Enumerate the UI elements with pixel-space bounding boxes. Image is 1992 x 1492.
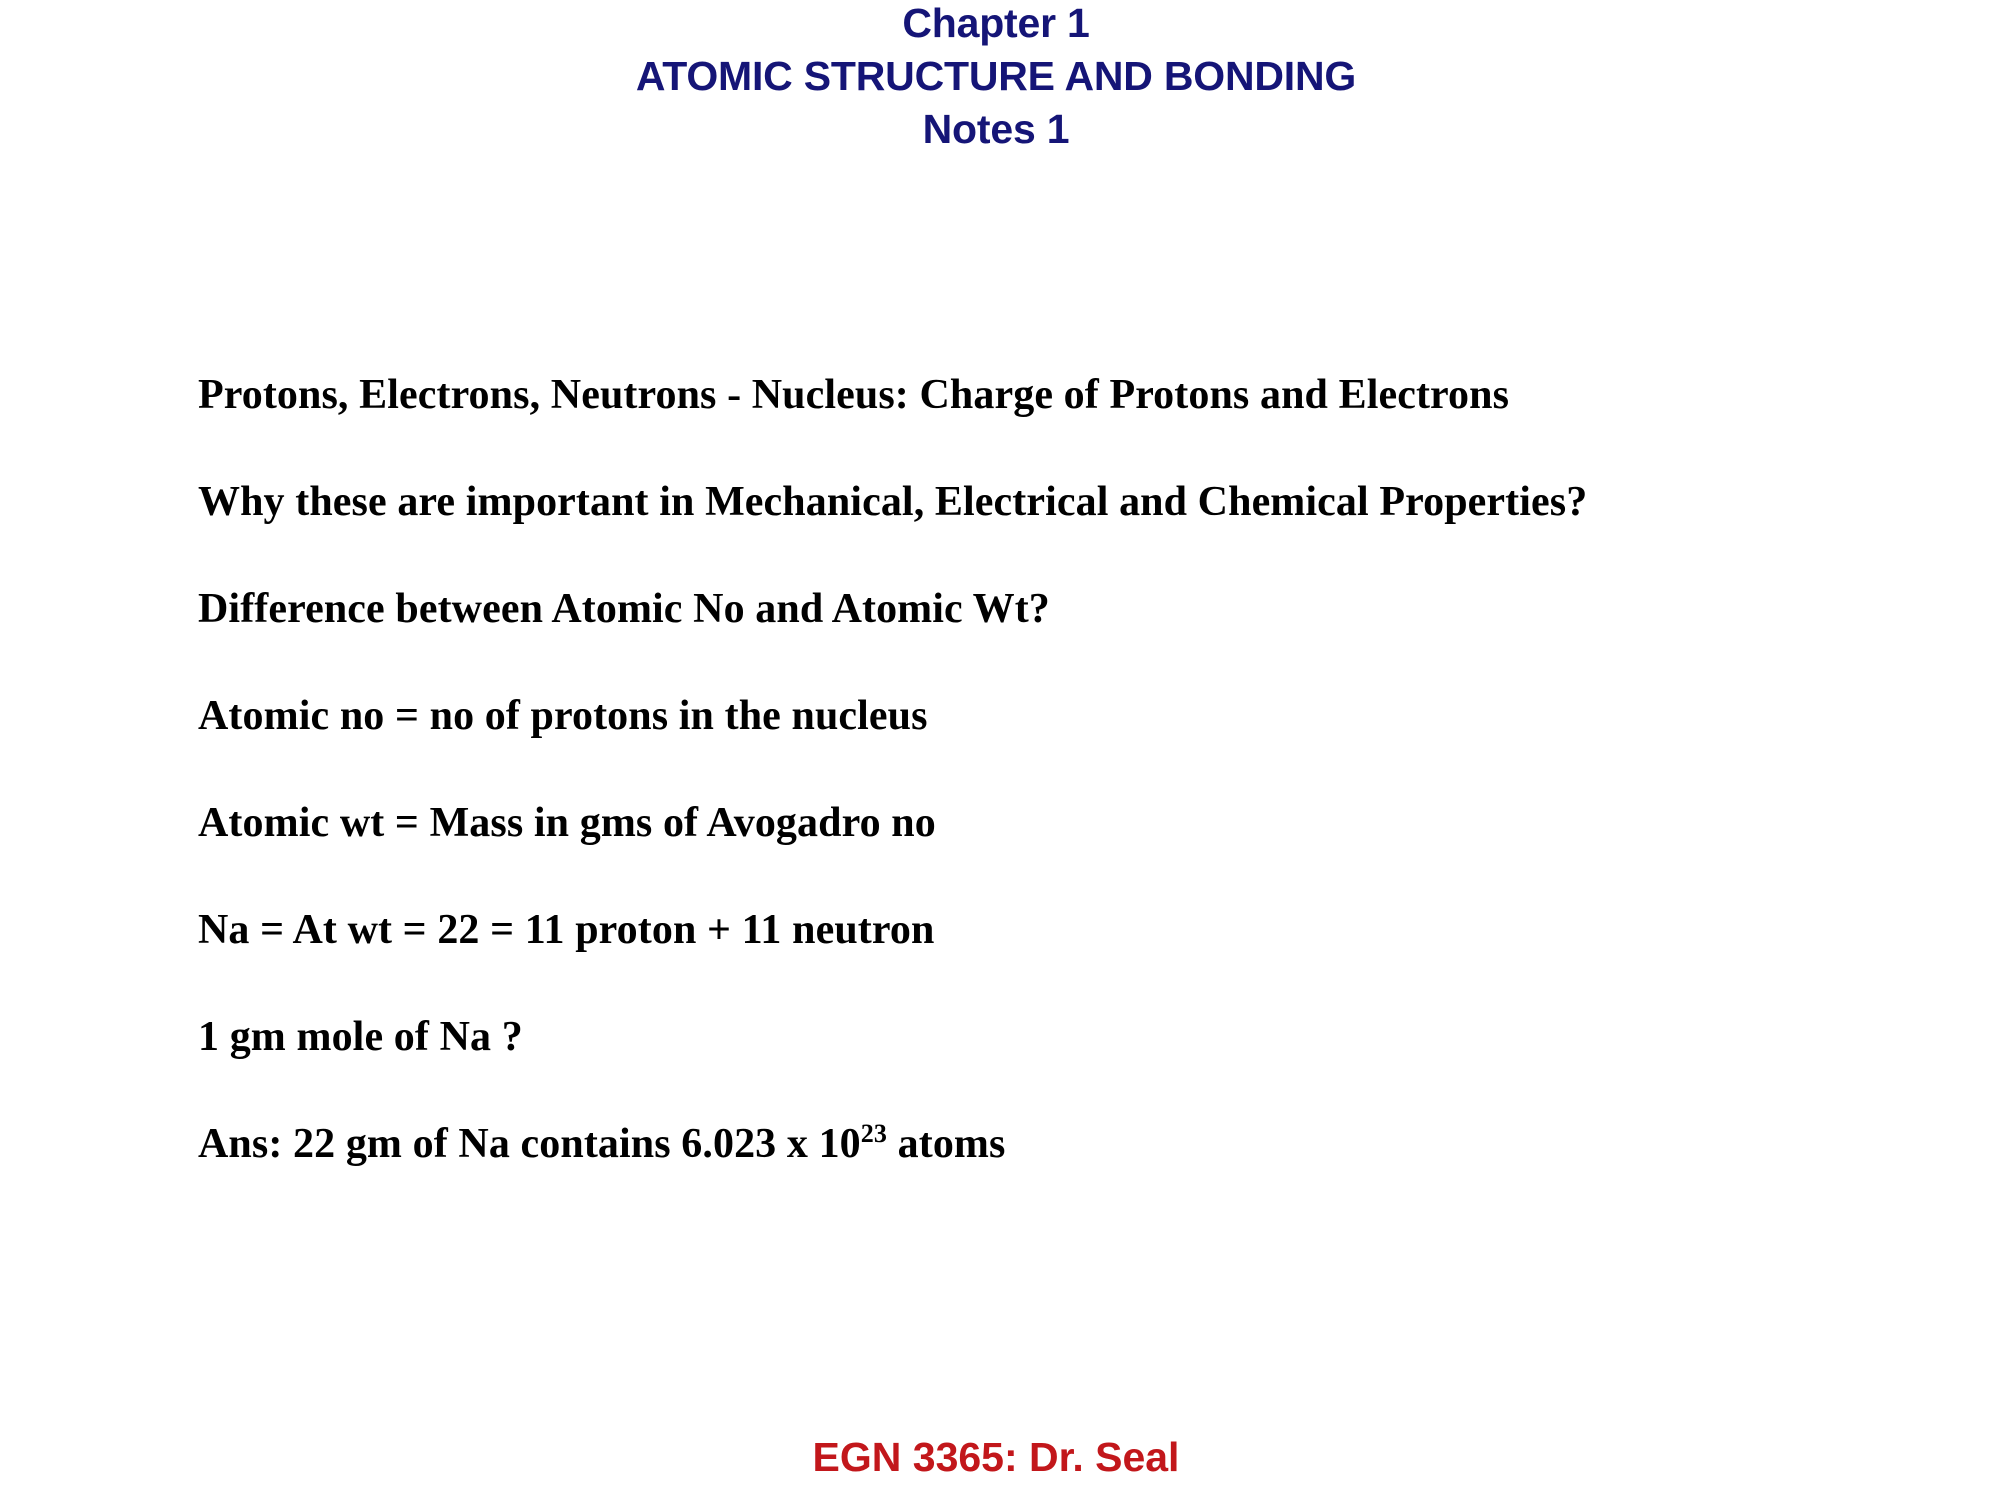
body-line-protons-electrons-neutrons: Protons, Electrons, Neutrons - Nucleus: Charge of Protons and Electrons xyxy=(198,372,1510,418)
answer-prefix: Ans: 22 gm of Na contains 6.023 x 10 xyxy=(198,1121,861,1167)
footer-course-instructor: EGN 3365: Dr. Seal xyxy=(812,1434,1180,1480)
body-line-atomic-wt-definition: Atomic wt = Mass in gms of Avogadro no xyxy=(198,800,936,846)
title-line-chapter: Chapter 1 xyxy=(902,0,1090,46)
body-line-answer-avogadro xyxy=(198,1119,1818,1167)
title-line-subject: ATOMIC STRUCTURE AND BONDING xyxy=(635,53,1357,99)
body-line-why-important: Why these are important in Mechanical, Electrical and Chemical Properties? xyxy=(198,479,1588,525)
body-line-difference-atomic-no-wt: Difference between Atomic No and Atomic Wt? xyxy=(198,586,1050,632)
body-line-atomic-no-definition: Atomic no = no of protons in the nucleus xyxy=(198,693,928,739)
body-line-sodium-mass-breakdown: Na = At wt = 22 = 11 proton + 11 neutron xyxy=(198,907,935,953)
title-line-notes: Notes 1 xyxy=(922,106,1070,152)
answer-exponent: 23 xyxy=(860,1119,888,1148)
slide-footer-block xyxy=(0,1434,1992,1480)
body-line-gram-mole-question: 1 gm mole of Na ? xyxy=(198,1014,523,1060)
slide-title-block xyxy=(0,0,1992,150)
slide-body-block xyxy=(198,374,1818,1165)
answer-suffix: atoms xyxy=(887,1121,1006,1167)
